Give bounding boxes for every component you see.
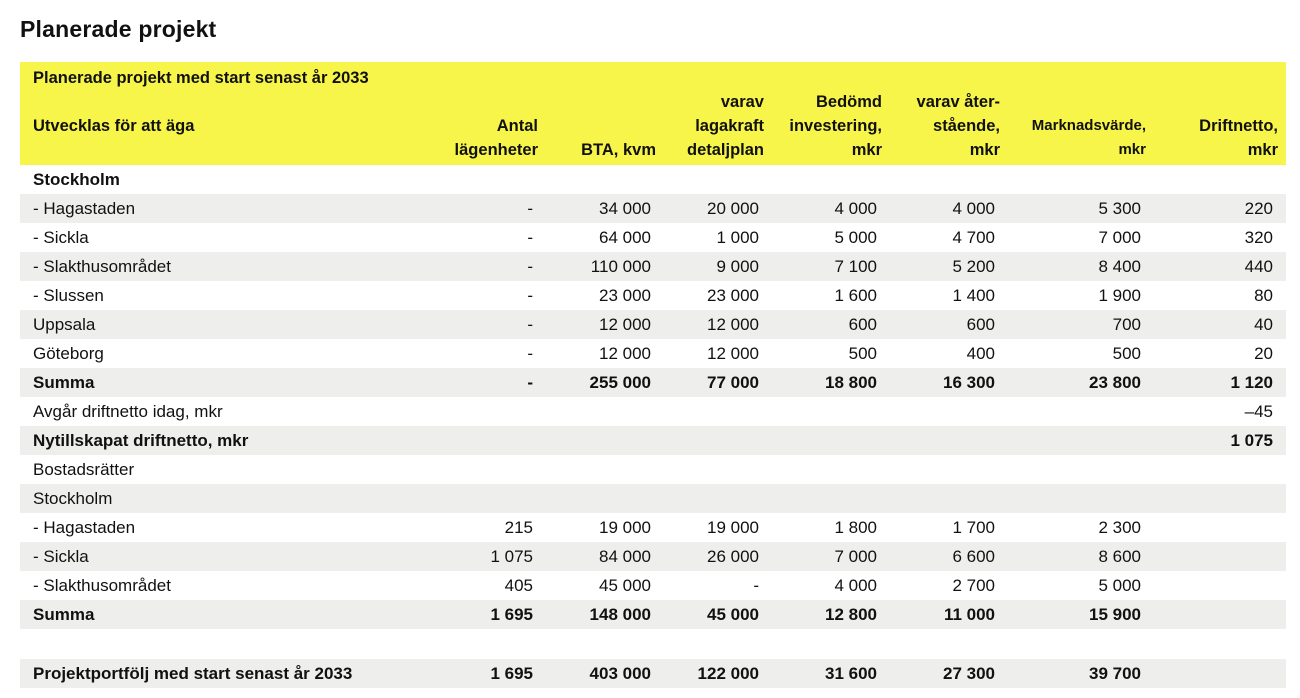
table-cell: [1154, 484, 1286, 513]
table-cell: 4 000: [834, 198, 877, 218]
table-header: [20, 62, 1286, 165]
table-cell: 320: [1244, 227, 1273, 247]
table-cell: [890, 426, 1008, 455]
table-row: [20, 571, 1286, 600]
table-cell: [890, 484, 1008, 513]
table-row: [20, 223, 1286, 252]
table-cell: [546, 165, 664, 194]
table-cell: [664, 455, 772, 484]
table-cell: 2 700: [952, 575, 995, 595]
table-row: [20, 252, 1286, 281]
table-cell: 4 000: [952, 198, 995, 218]
page-title: Planerade projekt: [20, 16, 217, 42]
col-header-market-value: Marknadsvärde, mkr: [1031, 117, 1146, 158]
table-cell: [416, 455, 546, 484]
table-cell: –45: [1244, 401, 1273, 421]
table-row: [20, 513, 1286, 542]
row-label: Göteborg: [33, 343, 104, 363]
table-cell: 16 300: [943, 372, 995, 392]
table-cell: [890, 455, 1008, 484]
table-cell: 12 000: [707, 343, 759, 363]
table-cell: 500: [848, 343, 877, 363]
table-cell: 4 700: [952, 227, 995, 247]
spacer-cell: [20, 629, 1286, 659]
table-cell: [1154, 542, 1286, 571]
table-cell: 12 000: [599, 343, 651, 363]
table-cell: -: [527, 256, 533, 276]
table-cell: 15 900: [1089, 604, 1141, 624]
table-cell: 20 000: [707, 198, 759, 218]
table-cell: 23 000: [707, 285, 759, 305]
table-cell: 20: [1254, 343, 1273, 363]
row-label: - Slakthusområdet: [33, 575, 171, 595]
table-cell: [772, 397, 890, 426]
table-cell: [546, 426, 664, 455]
table-cell: 5 000: [1098, 575, 1141, 595]
spacer-row: [20, 629, 1286, 659]
table-cell: [664, 426, 772, 455]
table-row: [20, 397, 1286, 426]
table-cell: 403 000: [589, 663, 651, 683]
table-cell: [890, 165, 1008, 194]
table-cell: 1 075: [490, 546, 533, 566]
col-header-remaining: varav åter- stående, mkr: [916, 93, 1000, 159]
table-cell: 7 100: [834, 256, 877, 276]
table-cell: 8 600: [1098, 546, 1141, 566]
table-cell: 1 900: [1098, 285, 1141, 305]
table-cell: 7 000: [1098, 227, 1141, 247]
table-row: [20, 542, 1286, 571]
row-label: - Hagastaden: [33, 198, 136, 218]
table-cell: 80: [1254, 285, 1273, 305]
table-cell: 6 600: [952, 546, 995, 566]
table-cell: -: [527, 314, 533, 334]
table-cell: 7 000: [834, 546, 877, 566]
table-cell: -: [527, 198, 533, 218]
col-header-bta: BTA, kvm: [581, 141, 656, 159]
table-cell: 440: [1244, 256, 1273, 276]
table-cell: 600: [848, 314, 877, 334]
table-cell: 19 000: [599, 517, 651, 537]
table-cell: 12 000: [599, 314, 651, 334]
planned-projects-table: [20, 62, 1286, 688]
table-cell: [416, 397, 546, 426]
table-cell: [1008, 455, 1154, 484]
table-cell: 26 000: [707, 546, 759, 566]
table-cell: [1154, 659, 1286, 688]
table-row: [20, 281, 1286, 310]
table-cell: 1 695: [490, 604, 533, 624]
table-cell: 5 300: [1098, 198, 1141, 218]
row-label: - Hagastaden: [33, 517, 136, 537]
row-label: - Sickla: [33, 227, 89, 247]
table-cell: 1 800: [834, 517, 877, 537]
row-label: Nytillskapat driftnetto, mkr: [33, 430, 249, 450]
table-body: [20, 165, 1286, 688]
table-cell: 220: [1244, 198, 1273, 218]
table-cell: 34 000: [599, 198, 651, 218]
table-cell: [416, 484, 546, 513]
row-label: Summa: [33, 372, 95, 392]
col-header-detail-plan: varav lagakraft detaljplan: [686, 93, 764, 159]
table-cell: 12 800: [825, 604, 877, 624]
table-cell: 18 800: [825, 372, 877, 392]
table-cell: -: [527, 343, 533, 363]
table-cell: [890, 397, 1008, 426]
table-cell: 122 000: [697, 663, 759, 683]
table-cell: -: [527, 372, 533, 392]
table-cell: 400: [966, 343, 995, 363]
table-cell: 1 700: [952, 517, 995, 537]
table-cell: 11 000: [943, 604, 995, 624]
row-label: Projektportfölj med start senast år 2033: [33, 663, 353, 683]
first-col-label: Utvecklas för att äga: [33, 117, 195, 135]
table-row: [20, 310, 1286, 339]
table-cell: -: [527, 227, 533, 247]
table-cell: [416, 165, 546, 194]
table-cell: 23 800: [1089, 372, 1141, 392]
table-cell: 39 700: [1089, 663, 1141, 683]
table-cell: [664, 397, 772, 426]
table-cell: 110 000: [590, 256, 651, 276]
table-cell: [546, 455, 664, 484]
table-cell: [546, 397, 664, 426]
table-cell: 40: [1254, 314, 1273, 334]
table-cell: 45 000: [707, 604, 759, 624]
table-cell: 600: [966, 314, 995, 334]
table-cell: [1154, 600, 1286, 629]
row-label: Stockholm: [33, 169, 120, 189]
table-row: [20, 659, 1286, 688]
table-cell: [546, 484, 664, 513]
table-cell: 500: [1112, 343, 1141, 363]
row-label: Avgår driftnetto idag, mkr: [33, 401, 223, 421]
table-cell: 1 400: [952, 285, 995, 305]
row-label: - Sickla: [33, 546, 89, 566]
table-cell: [1154, 571, 1286, 600]
col-header-apartments: Antal lägenheter: [454, 117, 538, 159]
table-cell: [1154, 165, 1286, 194]
table-cell: [1008, 397, 1154, 426]
table-cell: 1 695: [490, 663, 533, 683]
table-row: [20, 339, 1286, 368]
table-row: [20, 426, 1286, 455]
table-cell: 1 600: [834, 285, 877, 305]
col-header-net-operating: Driftnetto, mkr: [1199, 117, 1278, 159]
table-cell: 12 000: [707, 314, 759, 334]
row-label: Uppsala: [33, 314, 96, 334]
table-cell: [772, 455, 890, 484]
table-cell: 255 000: [589, 372, 651, 392]
table-cell: 5 000: [834, 227, 877, 247]
table-cell: 215: [504, 517, 533, 537]
table-cell: [772, 165, 890, 194]
table-cell: [1008, 165, 1154, 194]
table-row: [20, 194, 1286, 223]
table-row: [20, 455, 1286, 484]
table-caption: Planerade projekt med start senast år 2033: [33, 69, 369, 87]
table-cell: [772, 426, 890, 455]
table-cell: 77 000: [707, 372, 759, 392]
row-label: - Slussen: [33, 285, 104, 305]
col-header-investment: Bedömd investering, mkr: [789, 93, 882, 159]
table-cell: [1008, 484, 1154, 513]
row-label: Summa: [33, 604, 95, 624]
table-cell: 84 000: [599, 546, 651, 566]
table-cell: 5 200: [952, 256, 995, 276]
table-cell: 1 120: [1230, 372, 1273, 392]
table-cell: 1 000: [716, 227, 759, 247]
row-label: Bostadsrätter: [33, 459, 135, 479]
table-cell: 27 300: [943, 663, 995, 683]
table-cell: 700: [1112, 314, 1141, 334]
table-cell: 64 000: [599, 227, 651, 247]
table-cell: 19 000: [707, 517, 759, 537]
table-cell: [416, 426, 546, 455]
table-cell: [664, 484, 772, 513]
table-cell: 405: [504, 575, 533, 595]
table-cell: 4 000: [834, 575, 877, 595]
table-row: [20, 600, 1286, 629]
header-row: [20, 62, 1286, 165]
table-cell: 9 000: [716, 256, 759, 276]
table-cell: [664, 165, 772, 194]
table-cell: 8 400: [1098, 256, 1141, 276]
table-cell: 148 000: [589, 604, 651, 624]
table-cell: -: [753, 575, 759, 595]
table-row: [20, 368, 1286, 397]
table-row: [20, 484, 1286, 513]
table-cell: 45 000: [599, 575, 651, 595]
table-cell: [1008, 426, 1154, 455]
table-cell: [1154, 513, 1286, 542]
table-row: [20, 165, 1286, 194]
table-cell: 23 000: [599, 285, 651, 305]
table-cell: 1 075: [1230, 430, 1273, 450]
table-cell: 31 600: [825, 663, 877, 683]
row-label: Stockholm: [33, 488, 113, 508]
row-label: - Slakthusområdet: [33, 256, 171, 276]
table-cell: [1154, 455, 1286, 484]
table-cell: 2 300: [1098, 517, 1141, 537]
table-cell: [772, 484, 890, 513]
header-first-col: [20, 62, 416, 165]
table-cell: -: [527, 285, 533, 305]
